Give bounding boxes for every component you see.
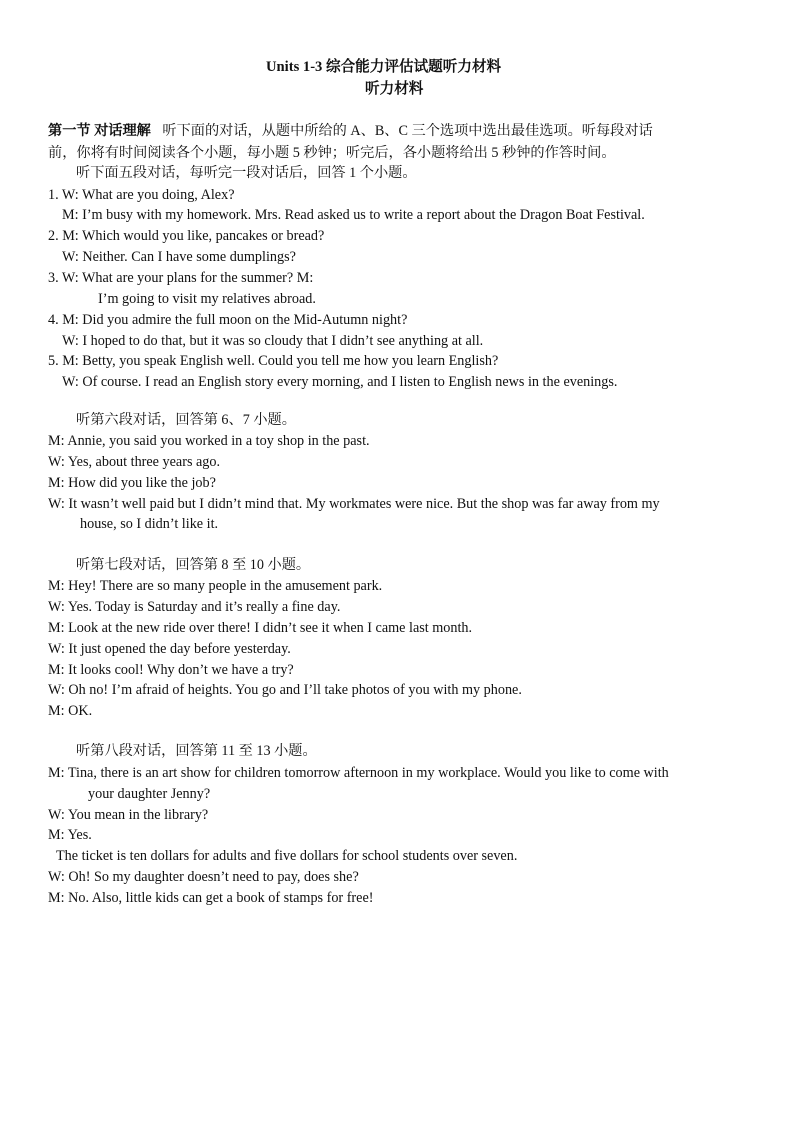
dialogue-6-line: M: Annie, you said you worked in a toy shop in the past. [48, 433, 370, 449]
dialogue-7-line: W: It just opened the day before yesterday. [48, 641, 291, 657]
dialogue-7-line: W: Oh no! I’m afraid of heights. You go and I’ll take photos of you with my phone. [48, 682, 522, 698]
dialogue-8-line: W: You mean in the library? [48, 807, 209, 823]
dialogue-8-line: M: Tina, there is an art show for children tomorrow afternoon in my workplace. Would you like to come with [48, 765, 669, 781]
dialogue-5-line-1: 5. M: Betty, you speak English well. Could you tell me how you learn English? [48, 353, 499, 369]
section-instructions-line-3: 听下面五段对话，每听完一段对话后，回答 1 个小题。 [76, 165, 417, 181]
dialogue-6-line: W: Yes, about three years ago. [48, 454, 221, 470]
dialogue-8-line: your daughter Jenny? [88, 786, 211, 802]
dialogue-3-line-1: 3. W: What are your plans for the summer? M: [48, 270, 314, 286]
section-instructions-1: 听下面的对话，从题中所给的 A、B、C 三个选项中选出最佳选项。听每段对话 [162, 123, 653, 139]
dialogue-8-line: M: No. Also, little kids can get a book of stamps for free! [48, 890, 374, 906]
dialogue-7-line: W: Yes. Today is Saturday and it’s really a fine day. [48, 599, 341, 615]
dialogue-7-line: M: Hey! There are so many people in the amusement park. [48, 578, 383, 594]
dialogue-7-line: M: Look at the new ride over there! I didn’t see it when I came last month. [48, 620, 473, 636]
dialogue-7-line: M: It looks cool! Why don’t we have a try? [48, 662, 294, 678]
dialogue-6-line: house, so I didn’t like it. [80, 516, 219, 532]
dialogue-8-line: The ticket is ten dollars for adults and five dollars for school students over seven. [56, 848, 518, 864]
dialogue-3-line-2: I’m going to visit my relatives abroad. [98, 291, 316, 307]
dialogue-2-line-2: W: Neither. Can I have some dumplings? [62, 249, 296, 265]
dialogue-2-line-1: 2. M: Which would you like, pancakes or bread? [48, 228, 325, 244]
dialogue-8-line: M: Yes. [48, 827, 92, 843]
section-heading: 第一节 对话理解 [48, 123, 151, 139]
dialogue-8-line: W: Oh! So my daughter doesn’t need to pay, does she? [48, 869, 359, 885]
document-title: Units 1-3 综合能力评估试题听力材料 [266, 59, 502, 75]
dialogue-6-line: W: It wasn’t well paid but I didn’t mind that. My workmates were nice. But the shop was far away from my [48, 496, 660, 512]
dialogue-7-line: M: OK. [48, 703, 93, 719]
dialogue-8-intro: 听第八段对话，回答第 11 至 13 小题。 [76, 743, 317, 759]
section-instructions-line-1 [48, 122, 653, 140]
section-instructions-line-2: 前，你将有时间阅读各个小题，每小题 5 秒钟；听完后，各小题将给出 5 秒钟的作答时间。 [48, 145, 616, 161]
dialogue-1-line-1: 1. W: What are you doing, Alex? [48, 187, 235, 203]
dialogue-1-line-2: M: I’m busy with my homework. Mrs. Read asked us to write a report about the Dragon Boat Festival. [62, 207, 645, 223]
dialogue-6-line: M: How did you like the job? [48, 475, 216, 491]
dialogue-5-line-2: W: Of course. I read an English story every morning, and I listen to English news in the evenings. [62, 374, 618, 390]
document-subtitle: 听力材料 [365, 81, 424, 97]
dialogue-7-intro: 听第七段对话，回答第 8 至 10 小题。 [76, 557, 311, 573]
dialogue-6-intro: 听第六段对话，回答第 6、7 小题。 [76, 412, 296, 428]
dialogue-4-line-1: 4. M: Did you admire the full moon on the Mid-Autumn night? [48, 312, 408, 328]
dialogue-4-line-2: W: I hoped to do that, but it was so cloudy that I didn’t see anything at all. [62, 333, 484, 349]
